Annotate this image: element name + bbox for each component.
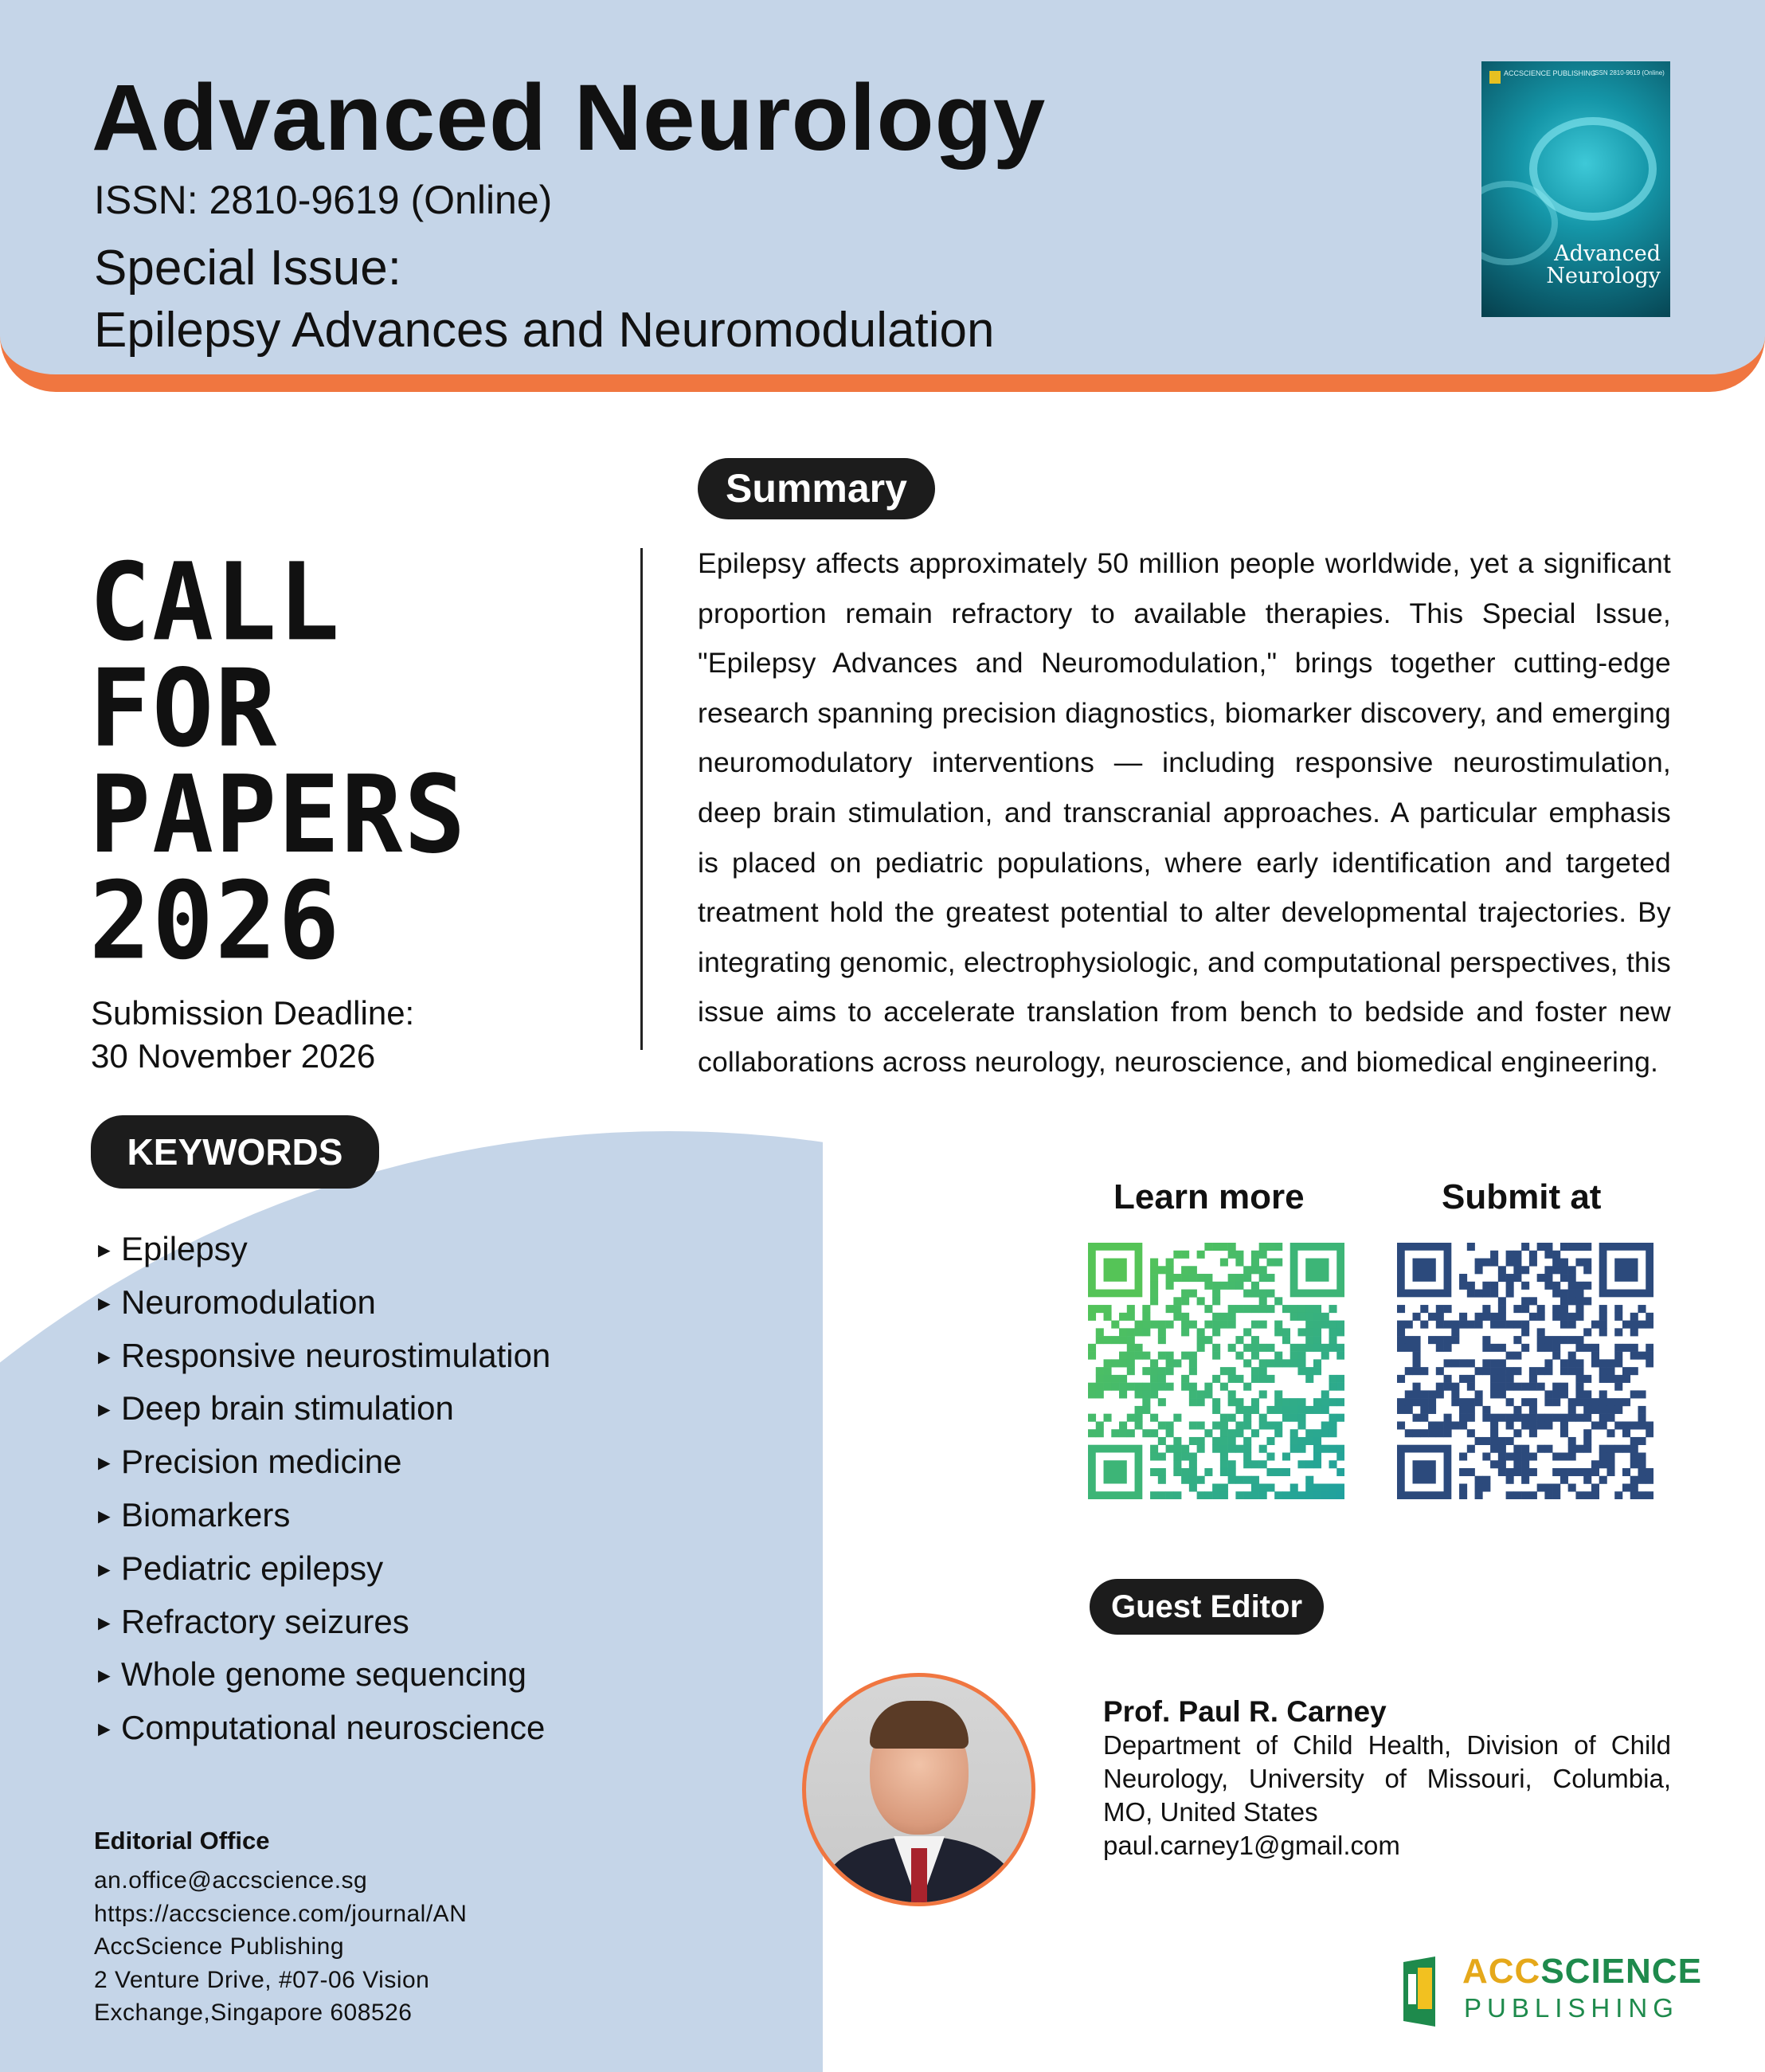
editor-affiliation: Department of Child Health, Division of Child Neurology, University of Missouri, Columbia, MO, United States	[1103, 1730, 1671, 1827]
office-publisher: AccScience Publishing	[94, 1933, 345, 1960]
submit-at-label: Submit at	[1442, 1177, 1602, 1216]
submit-qr-code[interactable]	[1397, 1243, 1653, 1499]
vertical-divider	[640, 548, 643, 1050]
triangle-bullet-icon: ►	[94, 1717, 115, 1741]
keyword-text: Precision medicine	[121, 1443, 402, 1481]
keyword-item	[94, 1702, 550, 1755]
triangle-bullet-icon: ►	[94, 1397, 115, 1422]
special-issue-label: Special Issue:	[94, 241, 401, 296]
office-address-line1: 2 Venture Drive, #07-06 Vision	[94, 1966, 430, 1993]
keywords-list	[94, 1223, 550, 1755]
triangle-bullet-icon: ►	[94, 1238, 115, 1262]
keyword-text: Deep brain stimulation	[121, 1389, 454, 1428]
keyword-item	[94, 1489, 550, 1542]
keywords-label: KEYWORDS	[91, 1115, 379, 1189]
keyword-item	[94, 1648, 550, 1702]
cover-title-line2: Neurology	[1546, 264, 1661, 288]
keyword-text: Neuromodulation	[121, 1283, 376, 1321]
keyword-item	[94, 1330, 550, 1383]
keyword-item	[94, 1223, 550, 1276]
office-address-line2: Exchange,Singapore 608526	[94, 2000, 413, 2026]
triangle-bullet-icon: ►	[94, 1291, 115, 1315]
cover-title	[1537, 243, 1661, 288]
journal-cover-image	[1481, 61, 1670, 317]
logo-acc: ACC	[1462, 1952, 1541, 1991]
guest-editor-label: Guest Editor	[1090, 1579, 1324, 1635]
keyword-text: Refractory seizures	[121, 1602, 409, 1640]
cfp-line-4: 2026	[89, 859, 342, 984]
cfp-line-3: PAPERS	[89, 753, 468, 878]
cover-title-line1: Advanced	[1554, 241, 1661, 266]
keyword-item	[94, 1596, 550, 1649]
summary-label: Summary	[698, 458, 935, 519]
logo-science: SCIENCE	[1540, 1952, 1702, 1991]
cover-publisher-logo-icon	[1489, 71, 1501, 84]
editor-photo	[802, 1673, 1035, 1906]
publisher-logo-subtitle: PUBLISHING	[1464, 1993, 1679, 2023]
triangle-bullet-icon: ►	[94, 1503, 115, 1528]
cover-issn: ISSN 2810-9619 (Online)	[1593, 69, 1665, 76]
special-issue-name: Epilepsy Advances and Neuromodulation	[94, 303, 995, 358]
summary-text: Epilepsy affects approximately 50 million people worldwide, yet a significant proportion remain refractory to available therapies. This Special Issue, "Epilepsy Advances and Neuromodulation," brings together cutting-edge research spanning precision diagnostics, biomarker discovery, and emerging neuromodulatory interventions — including responsive neurostimulation, deep brain stimulation, and transcranial approaches. A particular emphasis is placed on pediatric populations, where early identification and targeted treatment hold the greatest potential to alter developmental trajectories. By integrating genomic, electrophysiologic, and computational perspectives, this issue aims to accelerate translation from bench to bedside and foster new collaborations across neurology, neuroscience, and biomedical engineering.	[698, 547, 1671, 1078]
keyword-text: Biomarkers	[121, 1495, 291, 1533]
triangle-bullet-icon: ►	[94, 1610, 115, 1635]
photo-hair	[870, 1701, 969, 1749]
publisher-logo	[1403, 1952, 1702, 2031]
editor-name: Prof. Paul R. Carney	[1103, 1695, 1387, 1728]
keyword-item	[94, 1436, 550, 1489]
editorial-office-title: Editorial Office	[94, 1827, 270, 1855]
office-email[interactable]: an.office@accscience.sg	[94, 1867, 368, 1894]
keyword-item	[94, 1276, 550, 1330]
triangle-bullet-icon: ►	[94, 1344, 115, 1369]
keyword-text: Responsive neurostimulation	[121, 1336, 551, 1374]
keyword-text: Pediatric epilepsy	[121, 1549, 384, 1587]
keyword-item	[94, 1382, 550, 1436]
cfp-line-2: FOR	[89, 646, 279, 772]
editor-email[interactable]: paul.carney1@gmail.com	[1103, 1831, 1400, 1860]
journal-title: Advanced Neurology	[92, 65, 1047, 170]
cfp-line-1: CALL	[89, 540, 342, 665]
special-issue-title	[94, 237, 995, 362]
keyword-item	[94, 1542, 550, 1596]
book-logo-page	[1408, 1974, 1416, 2004]
keyword-text: Epilepsy	[121, 1230, 248, 1267]
deadline-date: 30 November 2026	[91, 1037, 376, 1075]
call-for-papers-heading	[89, 540, 468, 984]
book-logo-spine	[1418, 1968, 1432, 2009]
submission-deadline	[91, 992, 414, 1078]
keyword-text: Whole genome sequencing	[121, 1655, 527, 1694]
publisher-logo-name	[1462, 1952, 1702, 1992]
deadline-label: Submission Deadline:	[91, 994, 415, 1032]
keyword-text: Computational neuroscience	[121, 1709, 546, 1747]
office-url[interactable]: https://accscience.com/journal/AN	[94, 1900, 468, 1927]
learn-more-label: Learn more	[1113, 1177, 1305, 1216]
editorial-office-details	[94, 1864, 467, 2030]
journal-issn: ISSN: 2810-9619 (Online)	[94, 178, 553, 222]
triangle-bullet-icon: ►	[94, 1451, 115, 1475]
photo-tie	[911, 1848, 927, 1906]
triangle-bullet-icon: ►	[94, 1663, 115, 1688]
triangle-bullet-icon: ►	[94, 1557, 115, 1581]
learn-more-qr-code[interactable]	[1088, 1243, 1344, 1499]
cover-publisher: ACCSCIENCE PUBLISHING	[1504, 69, 1597, 77]
